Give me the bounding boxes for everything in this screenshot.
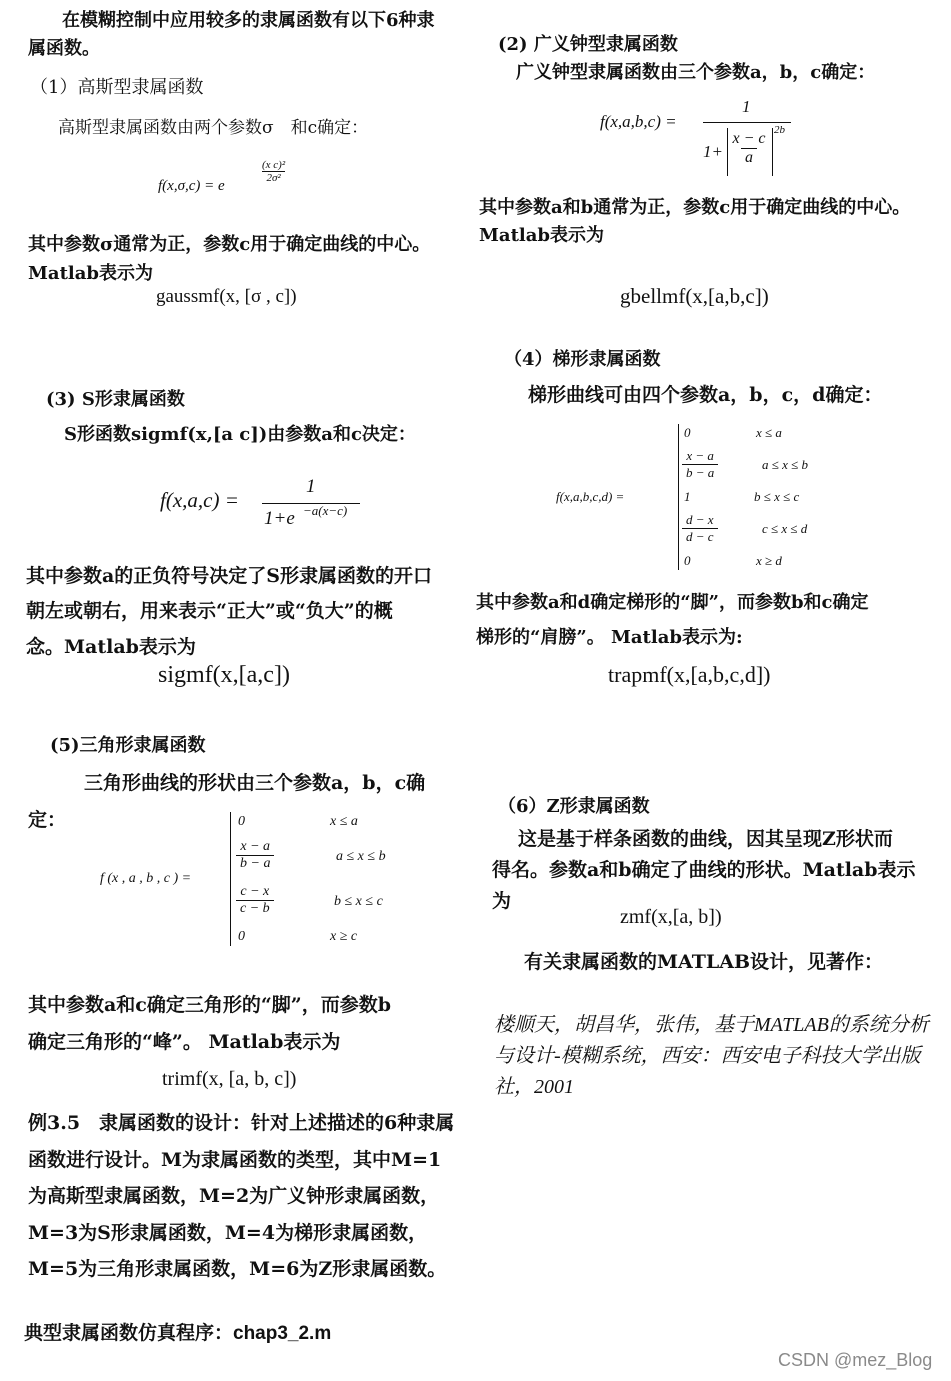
sig-desc: S形函数sigmf(x,[a c])由参数a和c决定： — [64, 424, 416, 445]
gauss-heading: （1）高斯型隶属函数 — [30, 77, 204, 98]
gbell-note-1: 其中参数a和b通常为正，参数c用于确定曲线的中心。 — [479, 197, 911, 218]
zmf-ref-1: 楼顺天，胡昌华，张伟，基于MATLAB的系统分析 — [494, 1014, 929, 1036]
tri-case-3-num: c − x — [240, 884, 270, 899]
gbell-code: gbellmf(x,[a,b,c]) — [620, 284, 769, 308]
tri-desc-1: 三角形曲线的形状由三个参数a，b，c确 — [84, 772, 426, 794]
sig-formula-den: 1+e — [264, 508, 295, 529]
tri-note-1: 其中参数a和c确定三角形的“脚”，而参数b — [28, 994, 392, 1016]
sig-heading: (3) S形隶属函数 — [46, 389, 185, 410]
example-line-4: M=3为S形隶属函数，M=4为梯形隶属函数， — [28, 1222, 428, 1244]
gbell-fraction-bar — [703, 122, 791, 123]
csdn-watermark: CSDN @mez_Blog — [778, 1350, 933, 1370]
zmf-desc-2: 得名。参数a和b确定了曲线的形状。Matlab表示 — [492, 859, 916, 881]
tri-note-2: 确定三角形的“峰”。 Matlab表示为 — [28, 1031, 341, 1053]
trap-case-3-cond: b ≤ x ≤ c — [754, 489, 800, 504]
gauss-exp-num: (x c)² — [262, 159, 286, 171]
zmf-ref-2: 与设计-模糊系统，西安：西安电子科技大学出版 — [494, 1045, 921, 1067]
trap-case-3-val: 1 — [684, 489, 691, 504]
trap-code: trapmf(x,[a,b,c,d]) — [608, 662, 771, 687]
tri-case-2-num: x − a — [240, 839, 271, 854]
tri-case-4-val: 0 — [238, 929, 245, 944]
tri-case-1-val: 0 — [238, 814, 245, 829]
trap-case-2-den: b − a — [682, 464, 718, 481]
zmf-desc-3: 为 — [492, 890, 512, 912]
trap-case-4-den: d − c — [682, 528, 718, 545]
tri-case-2-cond: a ≤ x ≤ b — [336, 849, 386, 864]
tri-formula-lhs: f (x , a , b , c ) = — [100, 871, 192, 886]
gbell-heading: (2) 广义钟型隶属函数 — [498, 34, 678, 55]
trap-case-1-cond: x ≤ a — [756, 425, 782, 440]
zmf-desc-1: 这是基于样条函数的曲线，因其呈现Z形状而 — [518, 828, 893, 850]
sig-exponent: −a(x−c) — [303, 503, 348, 518]
sig-code: sigmf(x,[a,c]) — [158, 662, 290, 688]
tri-brace — [230, 812, 231, 946]
tri-case-2-den: b − a — [236, 855, 274, 872]
zmf-ref-intro: 有关隶属函数的MATLAB设计，见著作： — [524, 951, 884, 973]
trap-case-1-val: 0 — [684, 425, 691, 440]
gauss-desc: 高斯型隶属函数由两个参数σ 和c确定： — [58, 118, 369, 138]
gauss-exp-den: 2σ² — [262, 171, 284, 184]
tri-case-3-frac — [236, 884, 274, 917]
trap-note-2: 梯形的“肩膀”。 Matlab表示为: — [476, 627, 743, 648]
gauss-code: gaussmf(x, [σ , c]) — [156, 286, 297, 307]
trap-case-5-cond: x ≥ d — [756, 553, 782, 568]
sig-formula-num: 1 — [306, 476, 316, 497]
sig-note-2: 朝左或朝右，用来表示“正大”或“负大”的概 — [26, 600, 393, 622]
tri-case-3-cond: b ≤ x ≤ c — [334, 894, 383, 909]
gauss-formula-exponent — [258, 159, 289, 184]
gbell-desc: 广义钟型隶属函数由三个参数a，b，c确定： — [516, 62, 876, 83]
tri-case-3-den: c − b — [236, 900, 274, 917]
trap-case-4-num: d − x — [686, 512, 714, 527]
trap-brace — [678, 424, 679, 570]
tri-heading: (5)三角形隶属函数 — [50, 735, 206, 756]
example-line-2: 函数进行设计。M为隶属函数的类型，其中M=1 — [28, 1149, 442, 1171]
gbell-note-2: Matlab表示为 — [479, 225, 604, 246]
gbell-inner-den: a — [741, 148, 757, 167]
gauss-formula-lhs: f(x,σ,c) = e — [158, 178, 225, 194]
trap-note-1: 其中参数a和d确定梯形的“脚”，而参数b和c确定 — [476, 592, 869, 613]
tri-case-1-cond: x ≤ a — [330, 814, 358, 829]
gbell-inner-num: x − c — [732, 130, 766, 147]
tri-case-2-frac — [236, 839, 274, 872]
gbell-exponent: 2b — [774, 124, 785, 136]
trap-case-2-frac — [682, 448, 718, 481]
gbell-formula-num: 1 — [742, 97, 751, 116]
program-title: 典型隶属函数仿真程序：chap3_2.m — [24, 1323, 332, 1344]
trap-case-2-cond: a ≤ x ≤ b — [762, 457, 809, 472]
gauss-note-1: 其中参数σ通常为正，参数c用于确定曲线的中心。 — [28, 234, 431, 255]
trap-case-4-cond: c ≤ x ≤ d — [762, 521, 808, 536]
gbell-den-prefix: 1+ — [703, 142, 723, 161]
tri-case-4-cond: x ≥ c — [330, 929, 358, 944]
example-line-3: 为高斯型隶属函数，M=2为广义钟形隶属函数， — [28, 1185, 440, 1207]
zmf-ref-3: 社，2001 — [494, 1076, 574, 1098]
intro-line-1: 在模糊控制中应用较多的隶属函数有以下6种隶 — [62, 10, 435, 31]
intro-line-2: 属函数。 — [28, 38, 100, 59]
sig-formula-lhs: f(x,a,c) = — [160, 488, 239, 512]
trap-heading: （4）梯形隶属函数 — [504, 349, 661, 370]
trap-case-4-frac — [682, 512, 718, 545]
trap-desc: 梯形曲线可由四个参数a，b，c，d确定： — [528, 384, 883, 406]
tri-code: trimf(x, [a, b, c]) — [162, 1068, 297, 1090]
example-line-5: M=5为三角形隶属函数，M=6为Z形隶属函数。 — [28, 1258, 447, 1280]
sig-note-1: 其中参数a的正负符号决定了S形隶属函数的开口 — [26, 565, 433, 587]
tri-desc-2: 定： — [28, 809, 67, 831]
zmf-heading: （6）Z形隶属函数 — [498, 796, 650, 817]
example-line-1: 例3.5 隶属函数的设计：针对上述描述的6种隶属 — [28, 1112, 455, 1134]
gauss-note-2: Matlab表示为 — [28, 263, 153, 284]
trap-formula-lhs: f(x,a,b,c,d) = — [556, 489, 625, 504]
trap-case-2-num: x − a — [686, 448, 714, 463]
gbell-formula-lhs: f(x,a,b,c) = — [600, 112, 677, 131]
trap-case-5-val: 0 — [684, 553, 691, 568]
sig-note-3: 念。Matlab表示为 — [26, 636, 196, 658]
zmf-code: zmf(x,[a, b]) — [620, 906, 722, 928]
gbell-inner-fraction — [729, 130, 769, 167]
